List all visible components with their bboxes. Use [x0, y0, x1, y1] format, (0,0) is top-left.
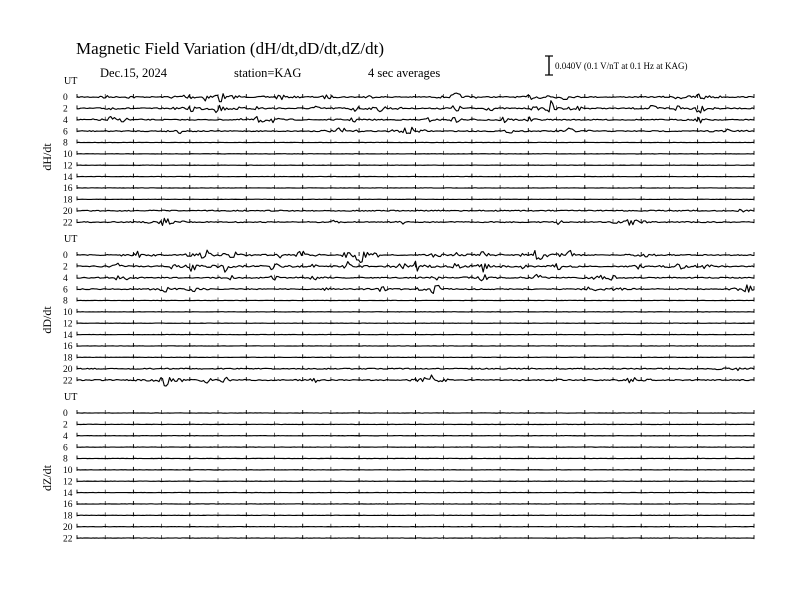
row-label-ut-10: 10: [63, 308, 73, 319]
row-label-ut-0: 0: [63, 251, 68, 262]
dz-dt-panel: [40, 392, 754, 544]
row-label-ut-20: 20: [63, 522, 73, 533]
ylabel-dz: dZ/dt: [40, 465, 54, 491]
row-label-ut-6: 6: [63, 285, 68, 296]
row-label-ut-2: 2: [63, 420, 68, 431]
dh-dt-panel: [40, 76, 754, 228]
row-label-ut-18: 18: [63, 195, 73, 206]
row-label-ut-16: 16: [63, 500, 73, 511]
row-label-ut-4: 4: [63, 115, 68, 126]
row-label-ut-20: 20: [63, 206, 73, 217]
row-label-ut-8: 8: [63, 296, 68, 307]
row-label-ut-0: 0: [63, 409, 68, 420]
date-label: Dec.15, 2024: [100, 66, 167, 80]
row-label-ut-6: 6: [63, 127, 68, 138]
row-label-ut-8: 8: [63, 138, 68, 149]
averaging-label: 4 sec averages: [368, 66, 441, 80]
row-label-ut-16: 16: [63, 342, 73, 353]
ylabel-dd: dD/dt: [40, 306, 54, 334]
ylabel-dh: dH/dt: [40, 143, 54, 171]
row-label-ut-18: 18: [63, 511, 73, 522]
row-label-ut-22: 22: [63, 534, 73, 545]
row-label-ut-18: 18: [63, 353, 73, 364]
row-label-ut-2: 2: [63, 262, 68, 273]
dd-dt-panel: [40, 234, 754, 386]
row-label-ut-16: 16: [63, 184, 73, 195]
ut-label-dz: UT: [64, 392, 78, 403]
ut-label-dh: UT: [64, 76, 78, 87]
row-label-ut-4: 4: [63, 431, 68, 442]
row-label-ut-14: 14: [63, 488, 73, 499]
row-label-ut-14: 14: [63, 330, 73, 341]
scale-bar: [545, 56, 553, 75]
row-label-ut-2: 2: [63, 104, 68, 115]
row-label-ut-0: 0: [63, 93, 68, 104]
station-label: station=KAG: [234, 66, 302, 80]
trace-dddt-ut-0: [77, 250, 754, 262]
row-label-ut-22: 22: [63, 376, 73, 387]
scale-note: 0.040V (0.1 V/nT at 0.1 Hz at KAG): [555, 61, 688, 71]
row-label-ut-20: 20: [63, 364, 73, 375]
row-label-ut-22: 22: [63, 218, 73, 229]
row-label-ut-6: 6: [63, 443, 68, 454]
row-label-ut-12: 12: [63, 319, 73, 330]
row-label-ut-10: 10: [63, 466, 73, 477]
row-label-ut-10: 10: [63, 150, 73, 160]
row-label-ut-12: 12: [63, 477, 73, 488]
ut-label-dd: UT: [64, 234, 78, 245]
row-label-ut-12: 12: [63, 161, 73, 172]
row-label-ut-8: 8: [63, 454, 68, 465]
row-label-ut-4: 4: [63, 273, 68, 284]
chart-title: Magnetic Field Variation (dH/dt,dD/dt,dZ/dt): [76, 39, 385, 58]
row-label-ut-14: 14: [63, 172, 73, 183]
